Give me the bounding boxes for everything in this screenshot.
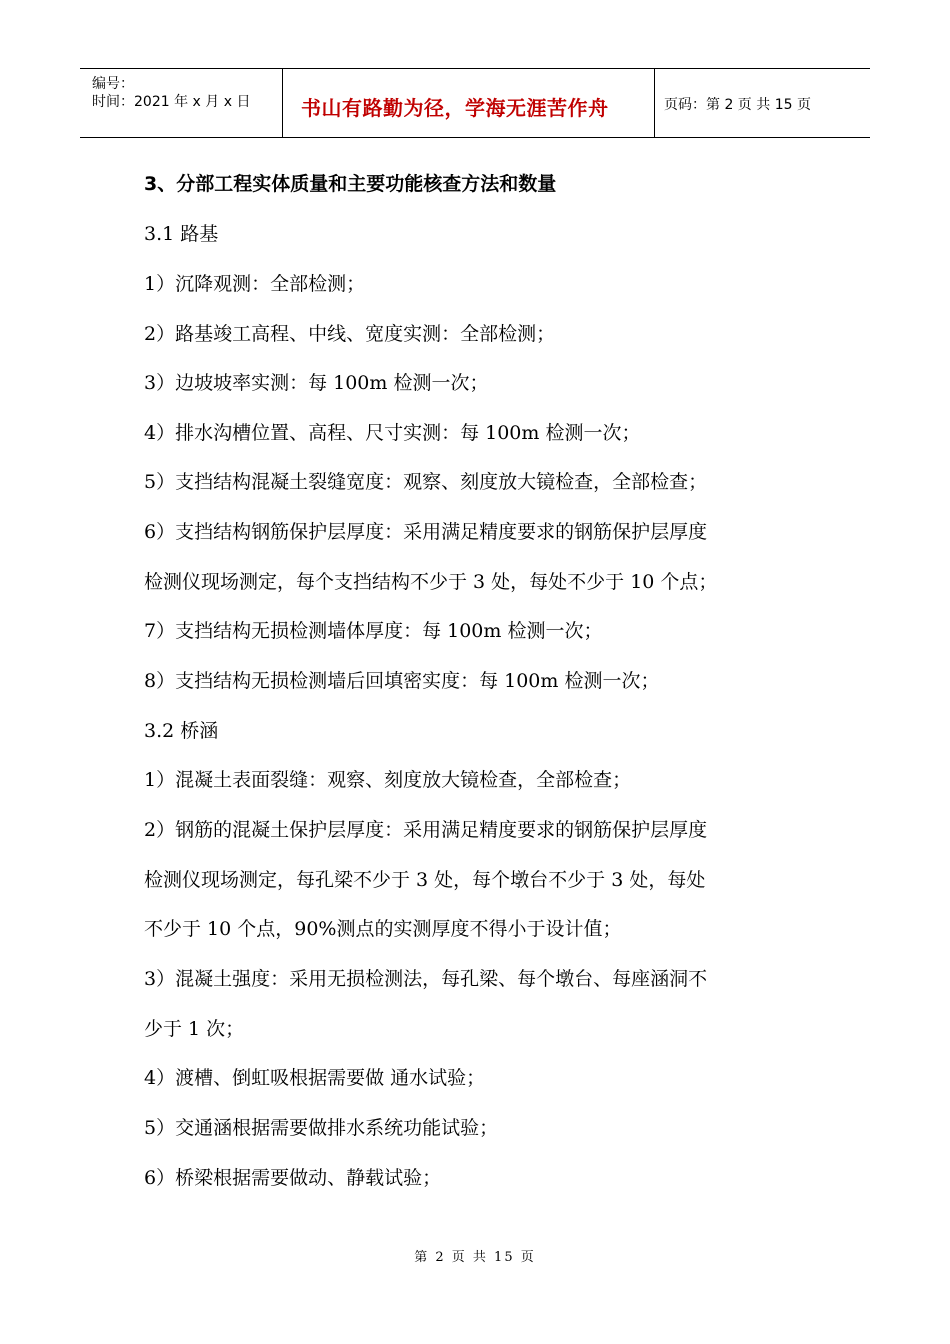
list-item: 8）支挡结构无损检测墙后回填密实度：每 100m 检测一次； <box>144 670 660 692</box>
list-item: 5）交通涵根据需要做排水系统功能试验； <box>144 1117 499 1139</box>
section-heading: 3、分部工程实体质量和主要功能核查方法和数量 <box>144 173 557 195</box>
list-item: 6）支挡结构钢筋保护层厚度：采用满足精度要求的钢筋保护层厚度 <box>144 521 708 543</box>
header-meta-cell <box>80 69 283 137</box>
list-item-continuation: 检测仪现场测定，每孔梁不少于 3 处，每个墩台不少于 3 处，每处 <box>144 869 706 891</box>
list-item: 7）支挡结构无损检测墙体厚度：每 100m 检测一次； <box>144 620 603 642</box>
document-date: 时间：2021 年 x 月 x 日 <box>92 94 251 110</box>
list-item: 4）排水沟槽位置、高程、尺寸实测：每 100m 检测一次； <box>144 422 641 444</box>
list-item: 5）支挡结构混凝土裂缝宽度：观察、刻度放大镜检查，全部检查； <box>144 471 708 493</box>
list-item: 1）沉降观测：全部检测； <box>144 273 366 295</box>
list-item: 2）路基竣工高程、中线、宽度实测：全部检测； <box>144 323 556 345</box>
list-item: 3）边坡坡率实测：每 100m 检测一次； <box>144 372 489 394</box>
subsection-title: 3.1 路基 <box>144 223 219 245</box>
list-item: 2）钢筋的混凝土保护层厚度：采用满足精度要求的钢筋保护层厚度 <box>144 819 708 841</box>
document-number-label: 编号： <box>92 76 134 92</box>
page-footer: 第 2 页 共 15 页 <box>414 1250 536 1265</box>
list-item: 3）混凝土强度：采用无损检测法，每孔梁、每个墩台、每座涵洞不 <box>144 968 708 990</box>
header-page-cell <box>655 69 870 137</box>
header-motto-cell <box>283 69 655 137</box>
list-item-continuation: 少于 1 次； <box>144 1018 245 1040</box>
list-item-continuation: 不少于 10 个点，90%测点的实测厚度不得小于设计值； <box>144 918 622 940</box>
list-item-continuation: 检测仪现场测定，每个支挡结构不少于 3 处，每处不少于 10 个点； <box>144 571 718 593</box>
subsection-title: 3.2 桥涵 <box>144 720 219 742</box>
list-item: 6）桥梁根据需要做动、静载试验； <box>144 1167 442 1189</box>
header-motto: 书山有路勤为径，学海无涯苦作舟 <box>301 96 609 120</box>
list-item: 4）渡槽、倒虹吸根据需要做 通水试验； <box>144 1067 486 1089</box>
document-header <box>80 68 870 138</box>
header-page-info: 页码：第 2 页 共 15 页 <box>664 97 811 113</box>
list-item: 1）混凝土表面裂缝：观察、刻度放大镜检查，全部检查； <box>144 769 632 791</box>
